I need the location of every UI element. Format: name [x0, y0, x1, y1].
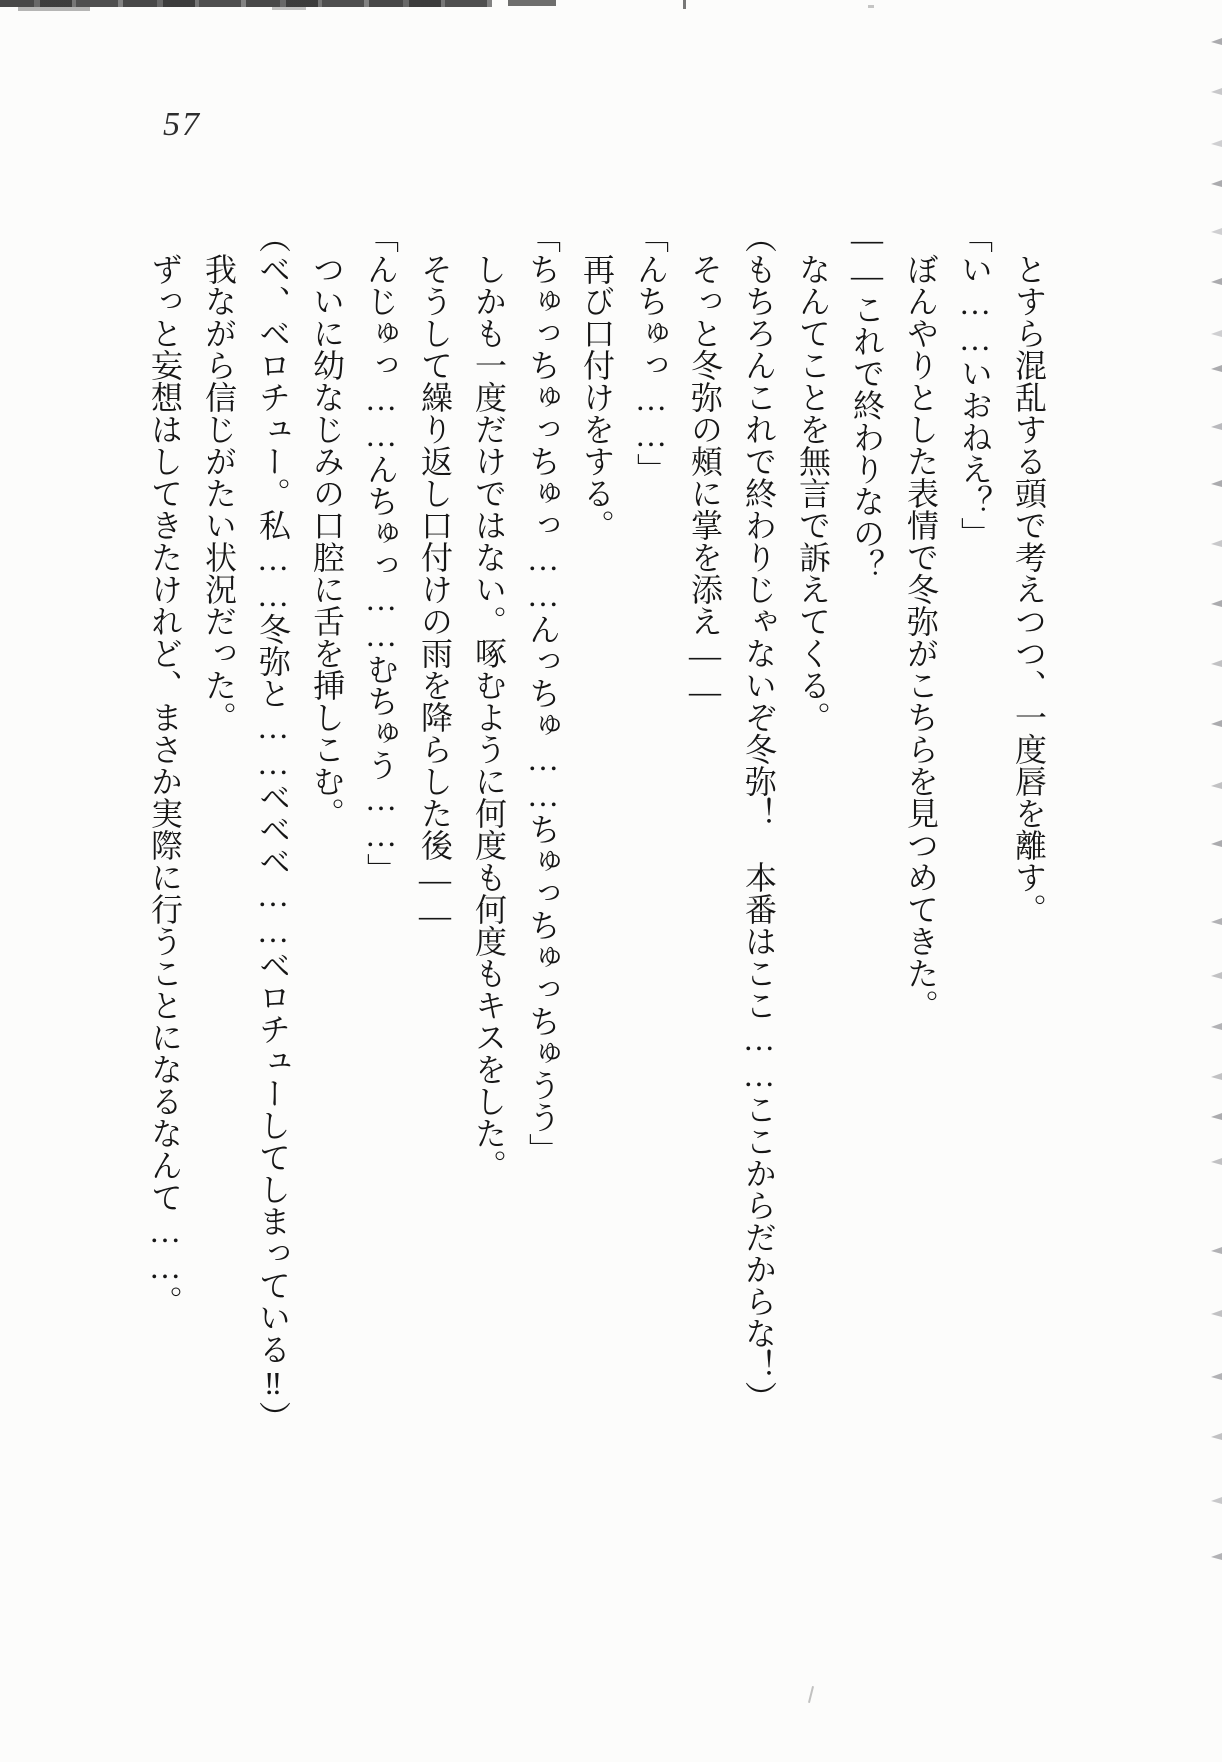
- text-line: なんてことを無言で訴えてくる。: [795, 253, 831, 733]
- top-edge-scan-artifact: [272, 7, 306, 10]
- right-edge-scan-mark: [1211, 782, 1222, 789]
- text-line: ぼんやりとした表情で冬弥がこちらを見つめてきた。: [903, 253, 939, 1021]
- right-edge-scan-mark: [1211, 1310, 1222, 1317]
- top-edge-scan-artifact: [18, 7, 90, 11]
- right-edge-scan-mark: [1211, 480, 1222, 487]
- right-edge-scan-mark: [1211, 1553, 1222, 1560]
- top-edge-scan-artifact: [868, 5, 874, 8]
- right-edge-scan-mark: [1211, 1247, 1222, 1254]
- right-edge-scan-mark: [1211, 1433, 1222, 1440]
- right-edge-scan-mark: [1211, 1158, 1222, 1165]
- right-edge-scan-mark: [1211, 423, 1222, 430]
- right-edge-scan-mark: [1211, 88, 1222, 95]
- vertical-text-block: [138, 221, 1056, 1453]
- text-line: ――これで終わりなの？: [849, 221, 885, 581]
- right-edge-scan-mark: [1211, 918, 1222, 925]
- text-line: とすら混乱する頭で考えつつ、一度唇を離す。: [1011, 253, 1047, 925]
- top-edge-scan-artifact: [0, 0, 492, 7]
- right-edge-scan-mark: [1211, 365, 1222, 372]
- text-line: 「い……いおねえ？」: [957, 221, 993, 549]
- text-line: しかも一度だけではない。啄むように何度も何度もキスをした。: [471, 253, 507, 1181]
- right-edge-scan-mark: [1211, 972, 1222, 979]
- right-edge-scan-mark: [1211, 1497, 1222, 1504]
- text-line: 再び口付けをする。: [579, 253, 615, 541]
- text-line: 「んじゅっ……んちゅっ……むちゅう……」: [363, 221, 399, 885]
- right-edge-scan-mark: [1211, 278, 1222, 285]
- right-edge-scan-mark: [1211, 1113, 1222, 1120]
- text-line: そっと冬弥の頰に掌を添え――: [687, 253, 723, 709]
- text-line: そうして繰り返し口付けの雨を降らした後――: [417, 253, 453, 933]
- right-edge-scan-mark: [1211, 140, 1222, 147]
- text-line: ついに幼なじみの口腔に舌を挿しこむ。: [309, 253, 345, 829]
- right-edge-scan-mark: [1211, 660, 1222, 667]
- text-line: 「ちゅっちゅっちゅっ……んっちゅ……ちゅっちゅっちゅうう」: [525, 221, 561, 1165]
- bottom-scan-mark: [808, 1686, 814, 1703]
- right-edge-scan-mark: [1211, 720, 1222, 727]
- right-edge-scan-mark: [1211, 600, 1222, 607]
- right-edge-scan-mark: [1211, 840, 1222, 847]
- right-edge-scan-mark: [1211, 228, 1222, 235]
- right-edge-scan-mark: [1211, 180, 1222, 187]
- text-line: ずっと妄想はしてきたけれど、まさか実際に行うことになるなんて……。: [147, 253, 183, 1317]
- text-line: （ベ、ベロチュー。私……冬弥と……ベベベ……ベロチューしてしまっている‼）: [255, 221, 291, 1433]
- right-edge-scan-mark: [1211, 330, 1222, 337]
- text-line: 「んちゅっ……」: [633, 221, 669, 485]
- right-edge-scan-mark: [1211, 38, 1222, 45]
- right-edge-scan-mark: [1211, 1073, 1222, 1080]
- top-edge-scan-artifact: [508, 0, 556, 6]
- page-number: 57: [163, 106, 201, 143]
- right-edge-scan-mark: [1211, 1023, 1222, 1030]
- text-line: 我ながら信じがたい状況だった。: [201, 253, 237, 733]
- right-edge-scan-mark: [1211, 1373, 1222, 1380]
- text-line: （もちろんこれで終わりじゃないぞ冬弥！ 本番はここ……ここからだからな！）: [741, 221, 777, 1413]
- right-edge-scan-mark: [1211, 540, 1222, 547]
- top-edge-scan-artifact: [683, 0, 686, 9]
